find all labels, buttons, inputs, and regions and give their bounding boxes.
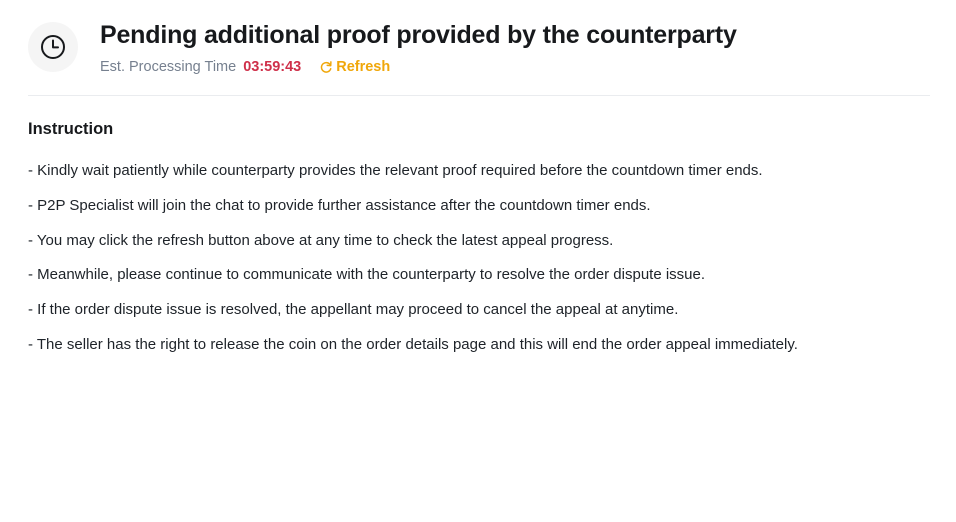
instruction-heading: Instruction [28,120,114,138]
page-title: Pending additional proof provided by the counterparty [100,21,737,49]
header-text-block [100,18,737,75]
list-item: - P2P Specialist will join the chat to provide further assistance after the countdown timer ends. [28,196,651,214]
refresh-label: Refresh [336,59,391,75]
refresh-button[interactable] [319,59,390,75]
refresh-icon [319,60,333,74]
list-item: - The seller has the right to release the coin on the order details page and this will end the order appeal immediately. [28,335,798,353]
appeal-header [0,0,956,75]
list-item: - Meanwhile, please continue to communicate with the counterparty to resolve the order dispute issue. [28,266,706,284]
list-item: - If the order dispute issue is resolved, the appellant may proceed to cancel the appeal at anytime. [28,301,679,318]
processing-time-row [100,59,737,75]
countdown-timer: 03:59:43 [243,59,302,75]
list-item: - Kindly wait patiently while counterparty provides the relevant proof required before the countdown timer ends. [28,162,763,179]
est-processing-time-label: Est. Processing Time [100,59,237,75]
instruction-section [0,96,956,356]
list-item: - You may click the refresh button above at any time to check the latest appeal progress. [28,231,614,249]
clock-icon [28,22,78,72]
